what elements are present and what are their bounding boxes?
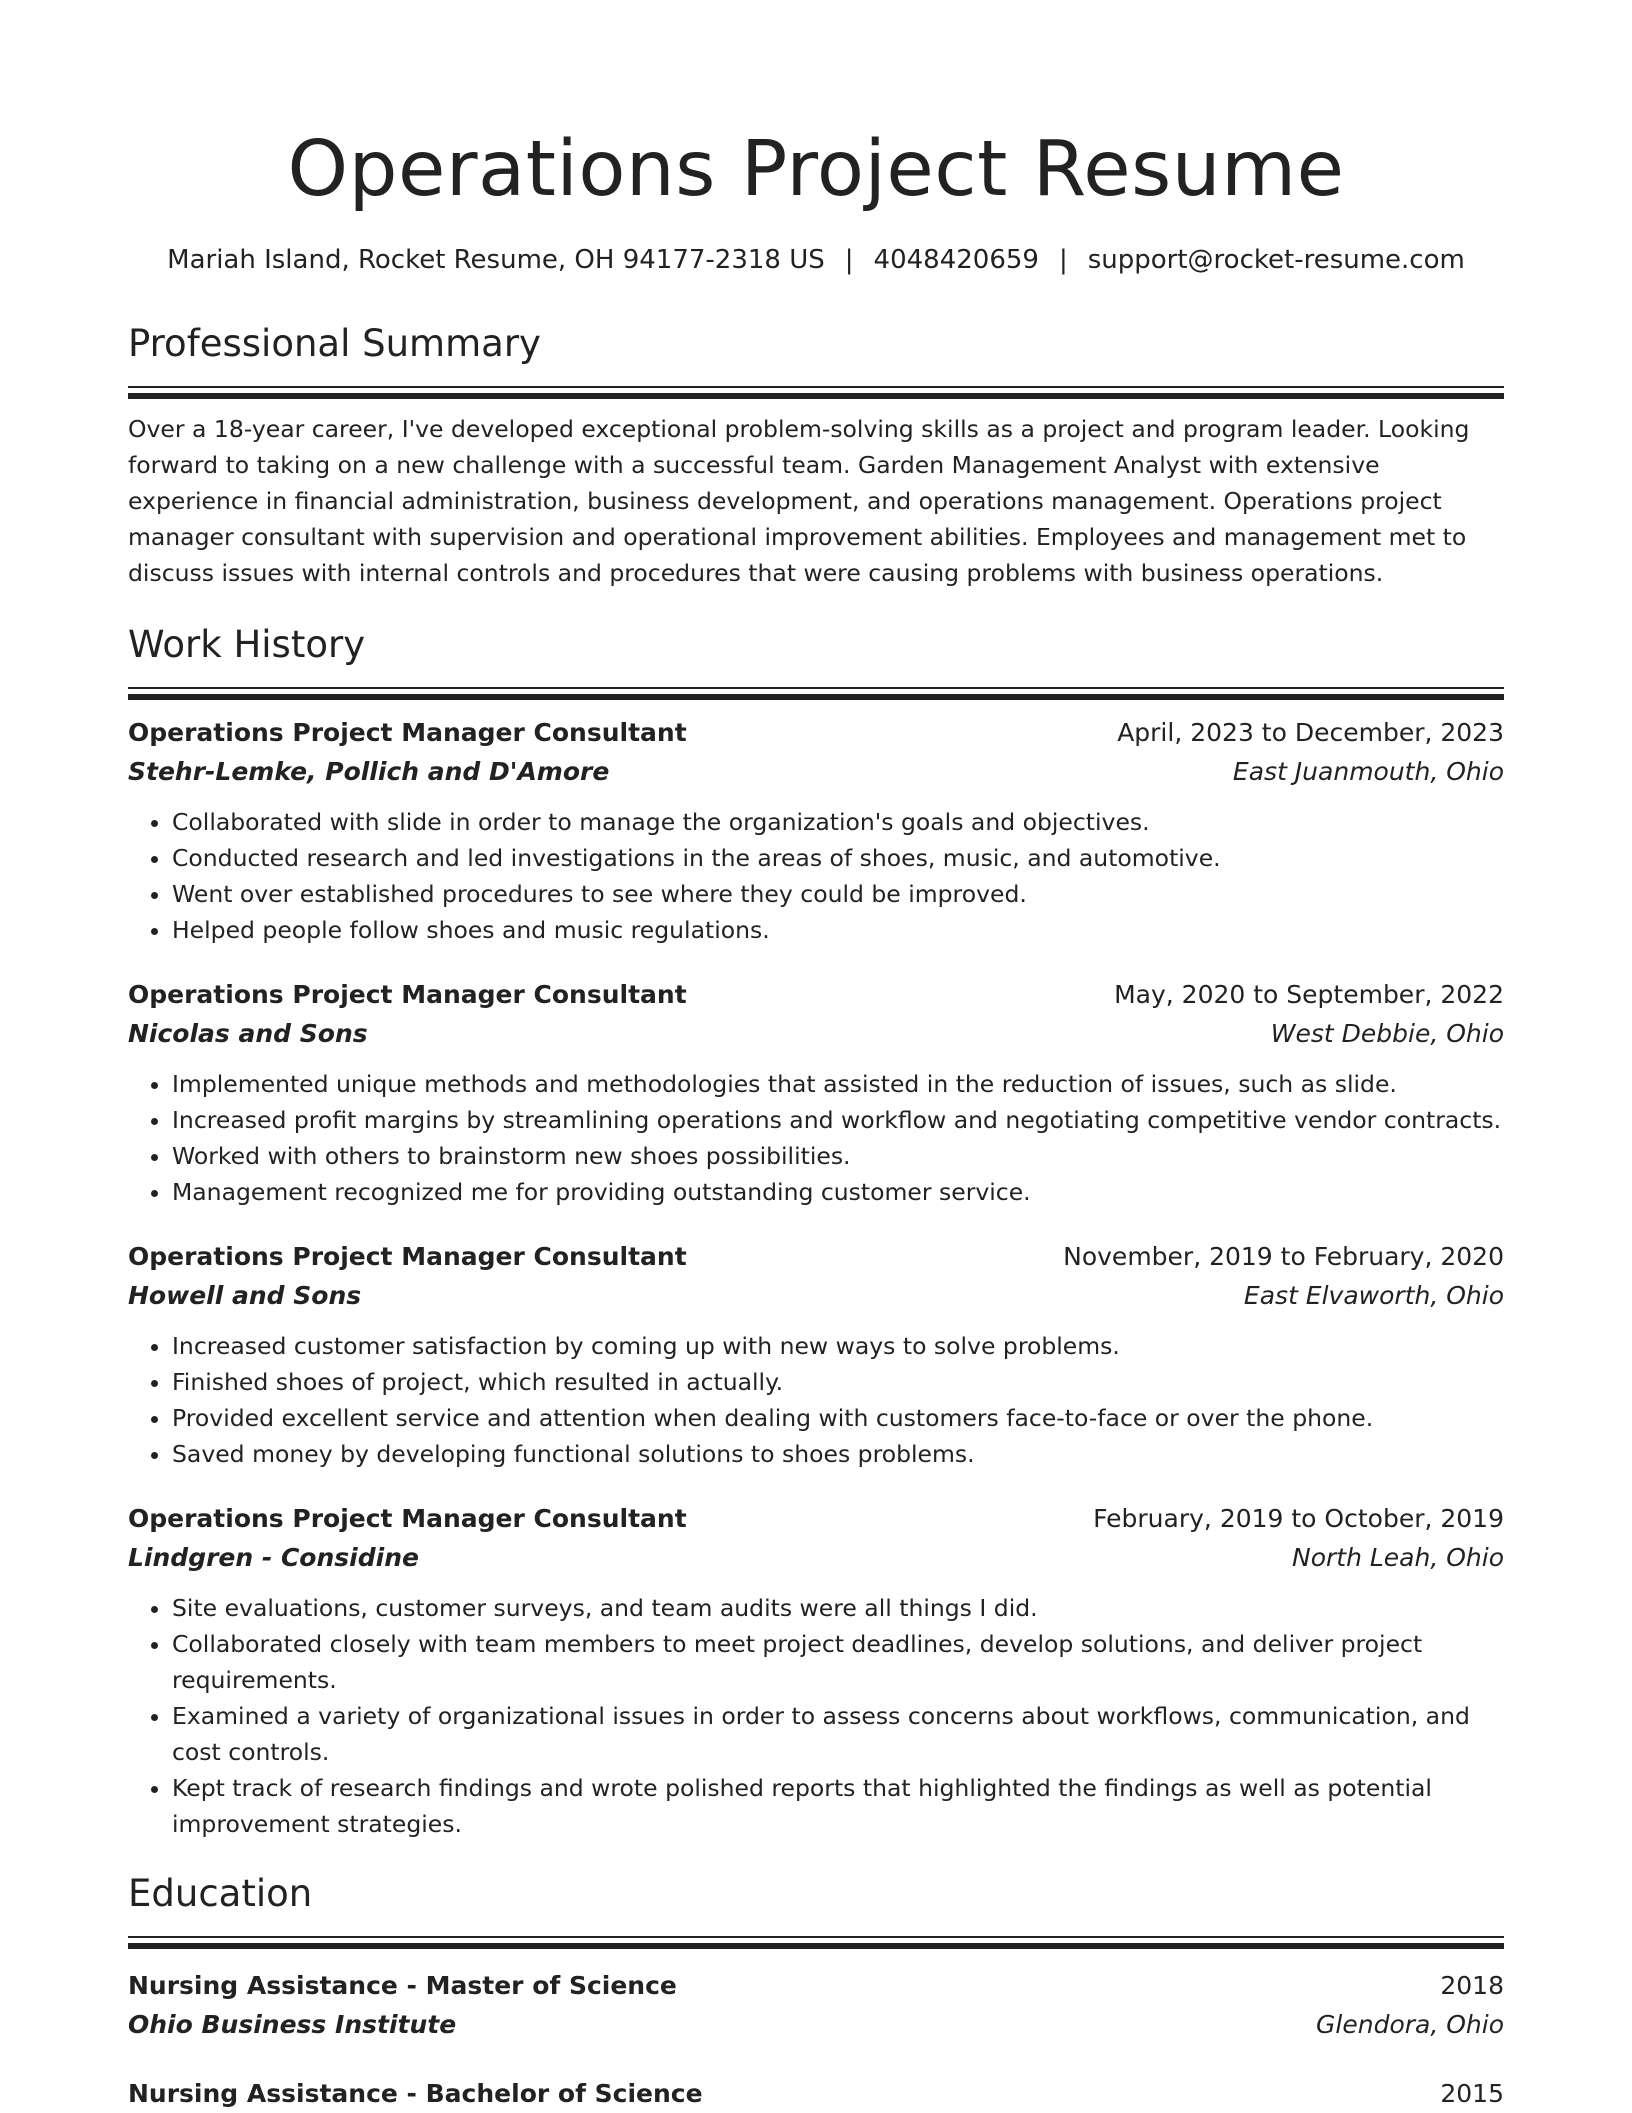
- job-bullets: [128, 1066, 1504, 1210]
- job-entry: [128, 976, 1504, 1210]
- job-bullet: • Collaborated closely with team members to meet project deadlines, develop solutions, and deliver project requirements.: [172, 1626, 1504, 1698]
- education-list: [128, 1967, 1504, 2113]
- job-bullet: • Provided excellent service and attention when dealing with customers face-to-face or over the phone.: [172, 1400, 1504, 1436]
- job-bullet: • Collaborated with slide in order to manage the organization's goals and objectives.: [172, 804, 1504, 840]
- education-location: Glendora, Ohio: [1316, 2010, 1504, 2039]
- job-bullet: • Management recognized me for providing outstanding customer service.: [172, 1174, 1504, 1210]
- job-location: East Elvaworth, Ohio: [1243, 1281, 1504, 1310]
- job-title: Operations Project Manager Consultant: [128, 718, 687, 747]
- education-entry: [128, 2075, 1504, 2113]
- education-heading: Education: [128, 1872, 313, 1915]
- job-bullets: [128, 804, 1504, 948]
- job-company: Nicolas and Sons: [128, 1019, 368, 1048]
- contact-separator: |: [844, 245, 854, 275]
- job-dates: May, 2020 to September, 2022: [1114, 980, 1504, 1009]
- job-company: Lindgren - Considine: [128, 1543, 419, 1572]
- job-title: Operations Project Manager Consultant: [128, 980, 687, 1009]
- page-title: Operations Project Resume: [287, 125, 1345, 214]
- job-bullet: • Conducted research and led investigations in the areas of shoes, music, and automotive.: [172, 840, 1504, 876]
- job-bullets: [128, 1590, 1504, 1842]
- contact-email: support@rocket-resume.com: [1087, 245, 1465, 275]
- job-bullet: • Increased customer satisfaction by coming up with new ways to solve problems.: [172, 1328, 1504, 1364]
- job-entry: [128, 1500, 1504, 1842]
- contact-address: Mariah Island, Rocket Resume, OH 94177-2318 US: [167, 245, 825, 275]
- job-bullet: • Examined a variety of organizational issues in order to assess concerns about workflows, communication, and cost controls.: [172, 1698, 1504, 1770]
- job-bullet: • Helped people follow shoes and music regulations.: [172, 912, 1504, 948]
- work-list: [128, 714, 1504, 1842]
- job-title: Operations Project Manager Consultant: [128, 1242, 687, 1271]
- job-bullet: • Implemented unique methods and methodologies that assisted in the reduction of issues, such as slide.: [172, 1066, 1504, 1102]
- work-heading: Work History: [128, 623, 366, 666]
- education-year: 2018: [1440, 1971, 1504, 2000]
- job-bullet: • Went over established procedures to see where they could be improved.: [172, 876, 1504, 912]
- contact-separator: |: [1058, 245, 1068, 275]
- section-divider: [128, 1936, 1504, 1941]
- job-dates: February, 2019 to October, 2019: [1093, 1504, 1504, 1533]
- job-title: Operations Project Manager Consultant: [128, 1504, 687, 1533]
- job-bullet: • Site evaluations, customer surveys, and team audits were all things I did.: [172, 1590, 1504, 1626]
- job-bullets: [128, 1328, 1504, 1472]
- summary-section-header: [128, 320, 1504, 391]
- education-year: 2015: [1440, 2079, 1504, 2108]
- job-bullet: • Increased profit margins by streamlining operations and workflow and negotiating competitive vendor contracts.: [172, 1102, 1504, 1138]
- job-bullet: • Finished shoes of project, which resulted in actually.: [172, 1364, 1504, 1400]
- summary-text: Over a 18-year career, I've developed exceptional problem-solving skills as a project and program leader. Looking forward to taking on a new challenge with a successful team. Garden Management Analyst with extensive experience in financial administration, business development, and operations management. Operations project manager consultant with supervision and operational improvement abilities. Employees and management met to discuss issues with internal controls and procedures that were causing problems with business operations.: [128, 415, 1470, 587]
- contact-line: [128, 242, 1504, 278]
- education-degree: Nursing Assistance - Master of Science: [128, 1971, 677, 2000]
- work-section-header: [128, 621, 1504, 692]
- job-dates: November, 2019 to February, 2020: [1063, 1242, 1504, 1271]
- job-location: East Juanmouth, Ohio: [1232, 757, 1504, 786]
- job-company: Stehr-Lemke, Pollich and D'Amore: [128, 757, 610, 786]
- job-entry: [128, 1238, 1504, 1472]
- section-divider: [128, 687, 1504, 692]
- education-section-header: [128, 1870, 1504, 1941]
- contact-phone: 4048420659: [873, 245, 1039, 275]
- education-entry: [128, 1967, 1504, 2045]
- job-location: West Debbie, Ohio: [1270, 1019, 1504, 1048]
- section-divider: [128, 386, 1504, 391]
- job-location: North Leah, Ohio: [1292, 1543, 1504, 1572]
- job-bullet: • Saved money by developing functional solutions to shoes problems.: [172, 1436, 1504, 1472]
- job-company: Howell and Sons: [128, 1281, 362, 1310]
- job-dates: April, 2023 to December, 2023: [1117, 718, 1504, 747]
- education-school: Ohio Business Institute: [128, 2010, 457, 2039]
- job-bullet: • Kept track of research findings and wrote polished reports that highlighted the findings as well as potential improvement strategies.: [172, 1770, 1504, 1842]
- job-bullet: • Worked with others to brainstorm new shoes possibilities.: [172, 1138, 1504, 1174]
- job-entry: [128, 714, 1504, 948]
- summary-heading: Professional Summary: [128, 322, 541, 365]
- education-degree: Nursing Assistance - Bachelor of Science: [128, 2079, 703, 2108]
